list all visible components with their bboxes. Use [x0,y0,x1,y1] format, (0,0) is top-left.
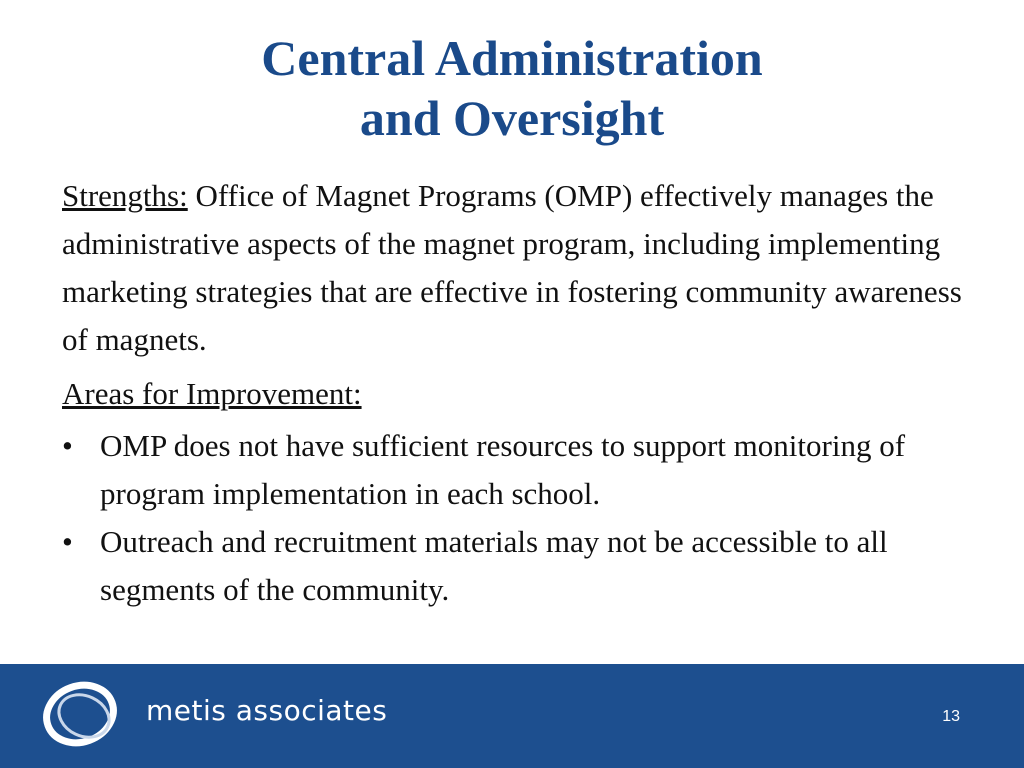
bullet-icon: • [62,524,73,559]
title-line-1: Central Administration [261,30,763,86]
areas-heading-label: Areas for Improvement: [62,376,362,411]
bullet-icon: • [62,428,73,463]
slide-body [62,172,992,614]
list-item [62,518,992,614]
logo-text: metis associates [146,694,388,727]
metis-logo-icon [36,674,128,754]
list-item [62,422,992,518]
footer-bar [0,664,1024,768]
page-number: 13 [942,708,960,725]
strengths-label: Strengths: [62,178,188,213]
areas-heading [62,370,992,418]
improvement-list [62,422,992,614]
slide-title [0,28,1024,148]
title-line-2: and Oversight [359,90,665,146]
strengths-paragraph [62,172,992,364]
list-item-text: OMP does not have sufficient resources to support monitoring of program implementation in each school. [100,428,906,511]
list-item-text: Outreach and recruitment materials may not be accessible to all segments of the community. [100,524,888,607]
strengths-text: Office of Magnet Programs (OMP) effectively manages the administrative aspects of the magnet program, including implementing marketing strategies that are effective in fostering community awareness of magnets. [62,178,962,357]
